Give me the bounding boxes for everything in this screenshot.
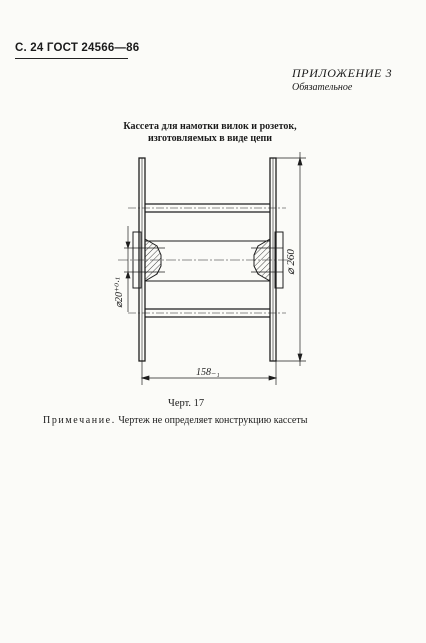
length-label: 158₋₁ xyxy=(196,367,220,378)
note-lead: Примечание. xyxy=(43,415,116,426)
appendix-status: Обязательное xyxy=(292,82,353,93)
figure-title-line2: изготовляемых в виде цепи xyxy=(147,133,273,144)
figure-title-line1: Кассета для намотки вилок и розеток, xyxy=(123,121,297,132)
lower-tie-rod xyxy=(128,309,286,317)
figure-caption: Черт. 17 xyxy=(168,398,205,409)
inner-diameter-label: ⌀20⁺⁰·¹ xyxy=(114,277,125,308)
outer-diameter-label: ⌀ 260 xyxy=(285,249,297,275)
figure-note xyxy=(43,415,307,426)
note-text: Чертеж не определяет конструкцию кассеты xyxy=(115,415,308,426)
upper-tie-rod xyxy=(128,204,286,212)
inner-diameter-dimension xyxy=(124,226,133,312)
page-header: С. 24 ГОСТ 24566—86 xyxy=(15,42,140,54)
appendix-title: ПРИЛОЖЕНИЕ 3 xyxy=(292,66,393,80)
